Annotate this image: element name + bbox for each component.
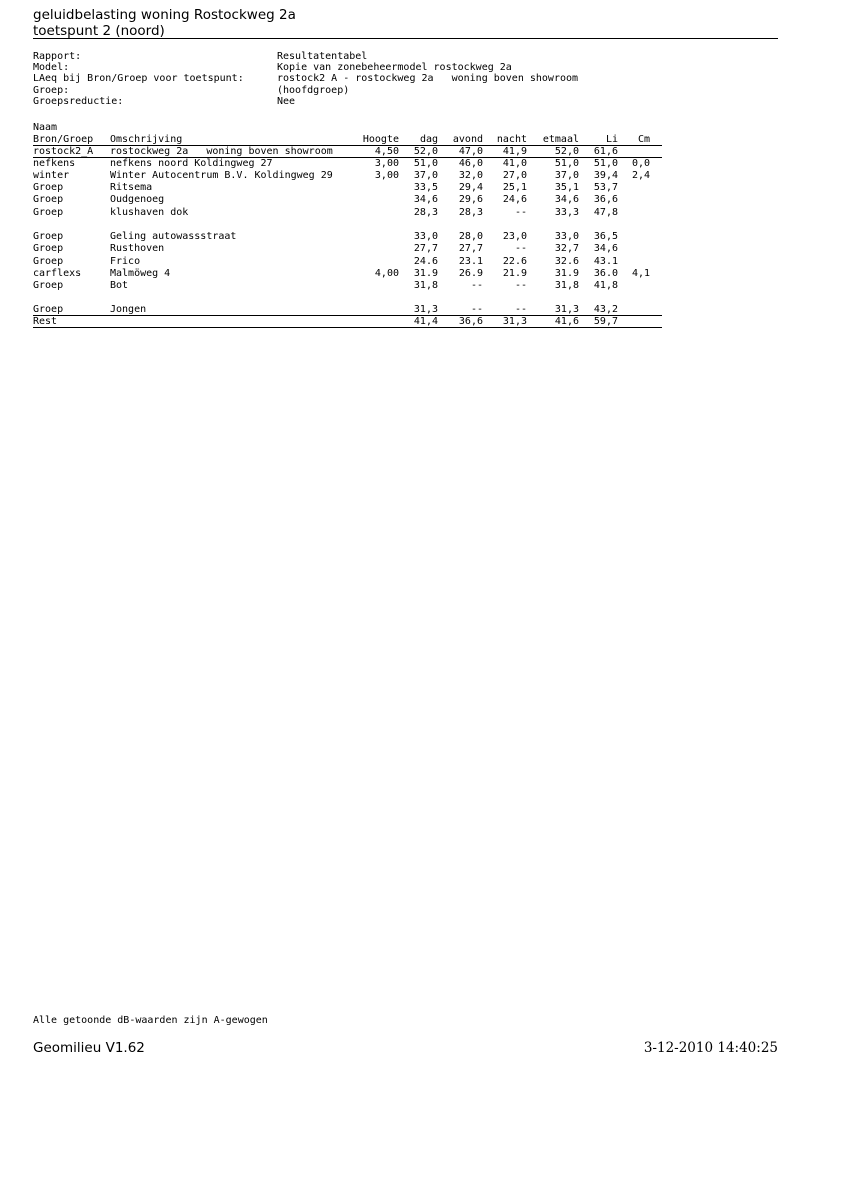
row-cell-li: 34,6 <box>593 243 618 254</box>
row-cell-etmaal: 52,0 <box>554 146 579 157</box>
row-cell-avond: 26.9 <box>458 268 483 279</box>
column-header-etmaal: etmaal <box>542 134 579 145</box>
row-cell-omschrijving: klushaven dok <box>110 207 189 218</box>
row-cell-etmaal: 31,3 <box>554 304 579 315</box>
report-subtitle: toetspunt 2 (noord) <box>33 23 165 39</box>
row-cell-avond: -- <box>470 304 483 315</box>
row-cell-etmaal: 33,3 <box>554 207 579 218</box>
row-cell-avond: 36,6 <box>458 316 483 327</box>
row-cell-omschrijving: Oudgenoeg <box>110 194 165 205</box>
row-cell-li: 41,8 <box>593 280 618 291</box>
row-cell-dag: 28,3 <box>413 207 438 218</box>
row-source-name: carflexs <box>33 268 82 279</box>
row-cell-li: 43,2 <box>593 304 618 315</box>
row-source-name: Groep <box>33 182 64 193</box>
row-source-name: Groep <box>33 207 64 218</box>
row-cell-etmaal: 31,8 <box>554 280 579 291</box>
report-datetime: 3-12-2010 14:40:25 <box>643 1040 778 1056</box>
meta-label: Groep: <box>33 84 70 96</box>
row-source-name: Groep <box>33 280 64 291</box>
row-source-name: Groep <box>33 243 64 254</box>
row-cell-dag: 27,7 <box>413 243 438 254</box>
row-cell-dag: 52,0 <box>413 146 438 157</box>
column-header-avond: avond <box>452 134 483 145</box>
row-cell-hoogte: 4,50 <box>374 146 399 157</box>
row-cell-dag: 31,3 <box>413 304 438 315</box>
row-cell-nacht: 27,0 <box>502 170 527 181</box>
column-header-li: Li <box>605 134 618 145</box>
row-cell-avond: 29,6 <box>458 194 483 205</box>
row-cell-etmaal: 34,6 <box>554 194 579 205</box>
row-source-name: nefkens <box>33 158 76 169</box>
meta-label: Rapport: <box>33 51 82 62</box>
column-header-omschrijving: Omschrijving <box>110 134 183 145</box>
row-underline <box>33 327 662 328</box>
meta-value: Kopie van zonebeheermodel rostockweg 2a <box>277 62 512 74</box>
row-cell-hoogte: 3,00 <box>374 170 399 181</box>
row-cell-omschrijving: Frico <box>110 256 141 267</box>
row-cell-li: 53,7 <box>593 182 618 193</box>
row-cell-etmaal: 51,0 <box>554 158 579 169</box>
row-cell-li: 47,8 <box>593 207 618 218</box>
row-cell-avond: -- <box>470 280 483 291</box>
row-cell-etmaal: 31.9 <box>554 268 579 279</box>
row-cell-nacht: -- <box>514 243 527 254</box>
row-cell-etmaal: 41,6 <box>554 316 579 327</box>
column-header-bron: Bron/Groep <box>33 134 94 145</box>
row-cell-cm: 2,4 <box>631 170 650 181</box>
row-cell-dag: 24.6 <box>413 256 438 267</box>
row-cell-hoogte: 4,00 <box>374 268 399 279</box>
row-cell-dag: 34,6 <box>413 194 438 205</box>
column-header-dag: dag <box>419 134 438 145</box>
row-cell-avond: 28,0 <box>458 231 483 242</box>
row-cell-avond: 32,0 <box>458 170 483 181</box>
naam-label: Naam <box>33 122 58 133</box>
row-cell-dag: 31,8 <box>413 280 438 291</box>
meta-value: Nee <box>277 95 296 107</box>
row-cell-avond: 46,0 <box>458 158 483 169</box>
title-divider <box>33 38 778 39</box>
row-cell-li: 59,7 <box>593 316 618 327</box>
row-cell-hoogte: 3,00 <box>374 158 399 169</box>
software-version: Geomilieu V1.62 <box>33 1040 145 1056</box>
column-header-hoogte: Hoogte <box>362 134 399 145</box>
row-cell-avond: 23.1 <box>458 256 483 267</box>
row-cell-dag: 41,4 <box>413 316 438 327</box>
row-cell-cm: 4,1 <box>631 268 650 279</box>
row-cell-etmaal: 37,0 <box>554 170 579 181</box>
meta-label: LAeq bij Bron/Groep voor toetspunt: <box>33 73 244 85</box>
row-cell-omschrijving: Jongen <box>110 304 147 315</box>
row-cell-avond: 29,4 <box>458 182 483 193</box>
row-cell-omschrijving: Winter Autocentrum B.V. Koldingweg 29 <box>110 170 333 181</box>
row-cell-omschrijving: Geling autowassstraat <box>110 231 237 242</box>
report-title: geluidbelasting woning Rostockweg 2a <box>33 7 296 23</box>
row-source-name: Groep <box>33 256 64 267</box>
row-cell-avond: 27,7 <box>458 243 483 254</box>
row-source-name: Groep <box>33 304 64 315</box>
row-cell-dag: 33,0 <box>413 231 438 242</box>
row-source-name: winter <box>33 170 70 181</box>
row-cell-etmaal: 32.6 <box>554 256 579 267</box>
row-cell-nacht: -- <box>514 207 527 218</box>
meta-value: rostock2 A - rostockweg 2a woning boven showroom <box>277 73 579 85</box>
row-cell-dag: 37,0 <box>413 170 438 181</box>
row-cell-avond: 47,0 <box>458 146 483 157</box>
footer-note: Alle getoonde dB-waarden zijn A-gewogen <box>33 1015 268 1026</box>
row-cell-nacht: 22.6 <box>502 256 527 267</box>
row-cell-omschrijving: nefkens noord Koldingweg 27 <box>110 158 273 169</box>
meta-label: Groepsreductie: <box>33 95 124 107</box>
row-cell-omschrijving: Ritsema <box>110 182 153 193</box>
row-cell-nacht: -- <box>514 304 527 315</box>
row-cell-omschrijving: Malmöweg 4 <box>110 268 171 279</box>
row-cell-li: 51,0 <box>593 158 618 169</box>
row-cell-nacht: 23,0 <box>502 231 527 242</box>
row-cell-dag: 51,0 <box>413 158 438 169</box>
row-cell-dag: 31.9 <box>413 268 438 279</box>
row-cell-li: 61,6 <box>593 146 618 157</box>
column-header-nacht: nacht <box>496 134 527 145</box>
row-cell-etmaal: 35,1 <box>554 182 579 193</box>
row-cell-avond: 28,3 <box>458 207 483 218</box>
meta-value: Resultatentabel <box>277 51 368 62</box>
row-cell-nacht: 24,6 <box>502 194 527 205</box>
row-cell-cm: 0,0 <box>631 158 650 169</box>
row-cell-etmaal: 33,0 <box>554 231 579 242</box>
column-header-cm: Cm <box>637 134 650 145</box>
row-cell-li: 39,4 <box>593 170 618 181</box>
row-cell-nacht: 25,1 <box>502 182 527 193</box>
meta-value: (hoofdgroep) <box>277 84 350 96</box>
row-cell-li: 36,5 <box>593 231 618 242</box>
row-source-name: Rest <box>33 316 58 327</box>
row-cell-li: 36,6 <box>593 194 618 205</box>
row-cell-nacht: 41,0 <box>502 158 527 169</box>
row-source-name: rostock2_A <box>33 146 94 157</box>
row-cell-nacht: 41,9 <box>502 146 527 157</box>
row-cell-nacht: 31,3 <box>502 316 527 327</box>
row-source-name: Groep <box>33 194 64 205</box>
row-cell-li: 36.0 <box>593 268 618 279</box>
row-cell-nacht: 21.9 <box>502 268 527 279</box>
row-cell-omschrijving: rostockweg 2a woning boven showroom <box>110 146 333 157</box>
row-cell-omschrijving: Rusthoven <box>110 243 165 254</box>
row-cell-dag: 33,5 <box>413 182 438 193</box>
row-cell-li: 43.1 <box>593 256 618 267</box>
row-cell-omschrijving: Bot <box>110 280 129 291</box>
row-cell-etmaal: 32,7 <box>554 243 579 254</box>
meta-label: Model: <box>33 62 70 74</box>
row-cell-nacht: -- <box>514 280 527 291</box>
row-source-name: Groep <box>33 231 64 242</box>
